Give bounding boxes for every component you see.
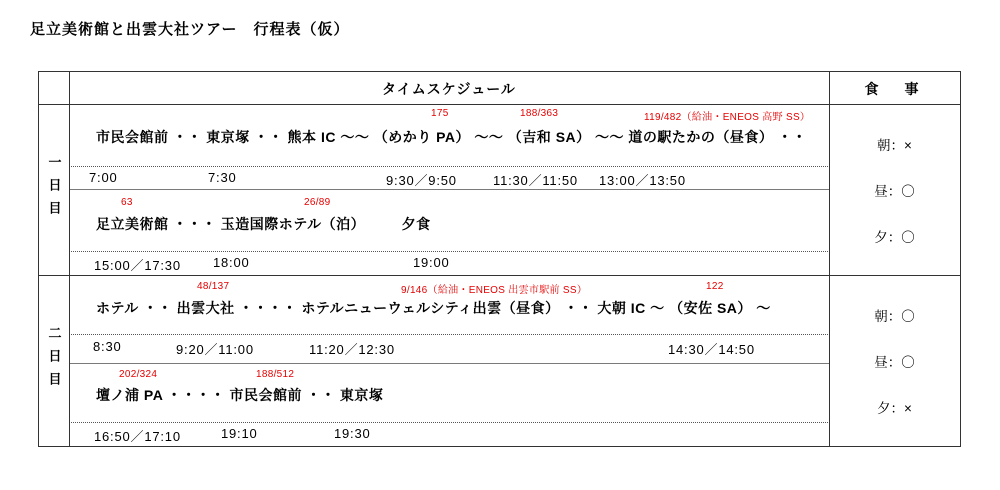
dashed-divider-seg2: [71, 251, 828, 252]
meal-status-lunch: 昼：〇: [874, 183, 915, 199]
distance-annotation-fuel: 119/482（給油・ENEOS 高野 SS）: [644, 112, 811, 123]
itinerary-table: [38, 71, 961, 447]
divider-day1-sub: [70, 189, 829, 190]
distance-annotation: 175: [431, 108, 449, 119]
time-label: 19:10: [221, 426, 258, 441]
distance-annotation: 122: [706, 281, 724, 292]
time-label: 19:00: [413, 255, 450, 270]
time-label: 13:00／13:50: [599, 173, 686, 188]
meal-status-breakfast: 朝：〇: [874, 308, 915, 324]
time-label: 14:30／14:50: [668, 342, 755, 357]
time-label: 18:00: [213, 255, 250, 270]
distance-annotation: 63: [121, 197, 133, 208]
meals-day-1: [829, 104, 960, 275]
time-label: 15:00／17:30: [94, 258, 181, 273]
divider-day2-sub: [70, 363, 829, 364]
meal-status-dinner: 夕：〇: [874, 229, 915, 245]
page-title: 足立美術館と出雲大社ツアー 行程表（仮）: [30, 21, 350, 38]
time-label: 11:20／12:30: [309, 342, 395, 357]
distance-annotation: 188/363: [520, 108, 559, 119]
meals-day-2: [829, 275, 960, 446]
meal-status-lunch: 昼：〇: [874, 354, 915, 370]
time-label: 11:30／11:50: [493, 173, 578, 188]
distance-annotation: 48/137: [197, 281, 230, 292]
time-label: 8:30: [93, 339, 122, 354]
header-schedule-label: タイムスケジュール: [382, 81, 516, 97]
header-meals-label: 食 事: [864, 81, 925, 97]
divider-header-bottom: [39, 104, 960, 105]
distance-annotation: 26/89: [304, 197, 331, 208]
time-label: 16:50／17:10: [94, 429, 181, 444]
route-line: 足立美術館 ・・・ 玉造国際ホテル（泊） 夕食: [96, 216, 431, 232]
divider-day-column: [69, 72, 70, 446]
time-label: 9:20／11:00: [176, 342, 254, 357]
route-line: ホテル ・・ 出雲大社 ・・・・ ホテルニューウェルシティ出雲（昼食） ・・ 大朝 IC ～ （安佐 SA） ～: [96, 300, 771, 316]
time-label: 9:30／9:50: [386, 173, 457, 188]
route-line: 市民会館前 ・・ 東京塚 ・・ 熊本 IC ～～ （めかり PA） ～～ （吉和 SA） ～～ 道の駅たかの（昼食） ・・: [96, 129, 807, 145]
distance-annotation-fuel: 9/146（給油・ENEOS 出雲市駅前 SS）: [401, 285, 588, 296]
day-label-2: 二日目: [46, 326, 62, 395]
dashed-divider-seg3: [71, 334, 828, 335]
time-label: 7:00: [89, 170, 118, 185]
dashed-divider-seg1: [71, 166, 828, 167]
route-line: 壇ノ浦 PA ・・・・ 市民会館前 ・・ 東京塚: [96, 387, 384, 403]
dashed-divider-seg4: [71, 422, 828, 423]
meal-status-dinner: 夕：×: [877, 400, 912, 416]
meal-status-breakfast: 朝：×: [877, 137, 912, 153]
divider-day1-day2: [39, 275, 960, 276]
day-label-1: 一日目: [46, 155, 62, 224]
distance-annotation: 188/512: [256, 369, 295, 380]
time-label: 7:30: [208, 170, 237, 185]
distance-annotation: 202/324: [119, 369, 158, 380]
time-label: 19:30: [334, 426, 371, 441]
